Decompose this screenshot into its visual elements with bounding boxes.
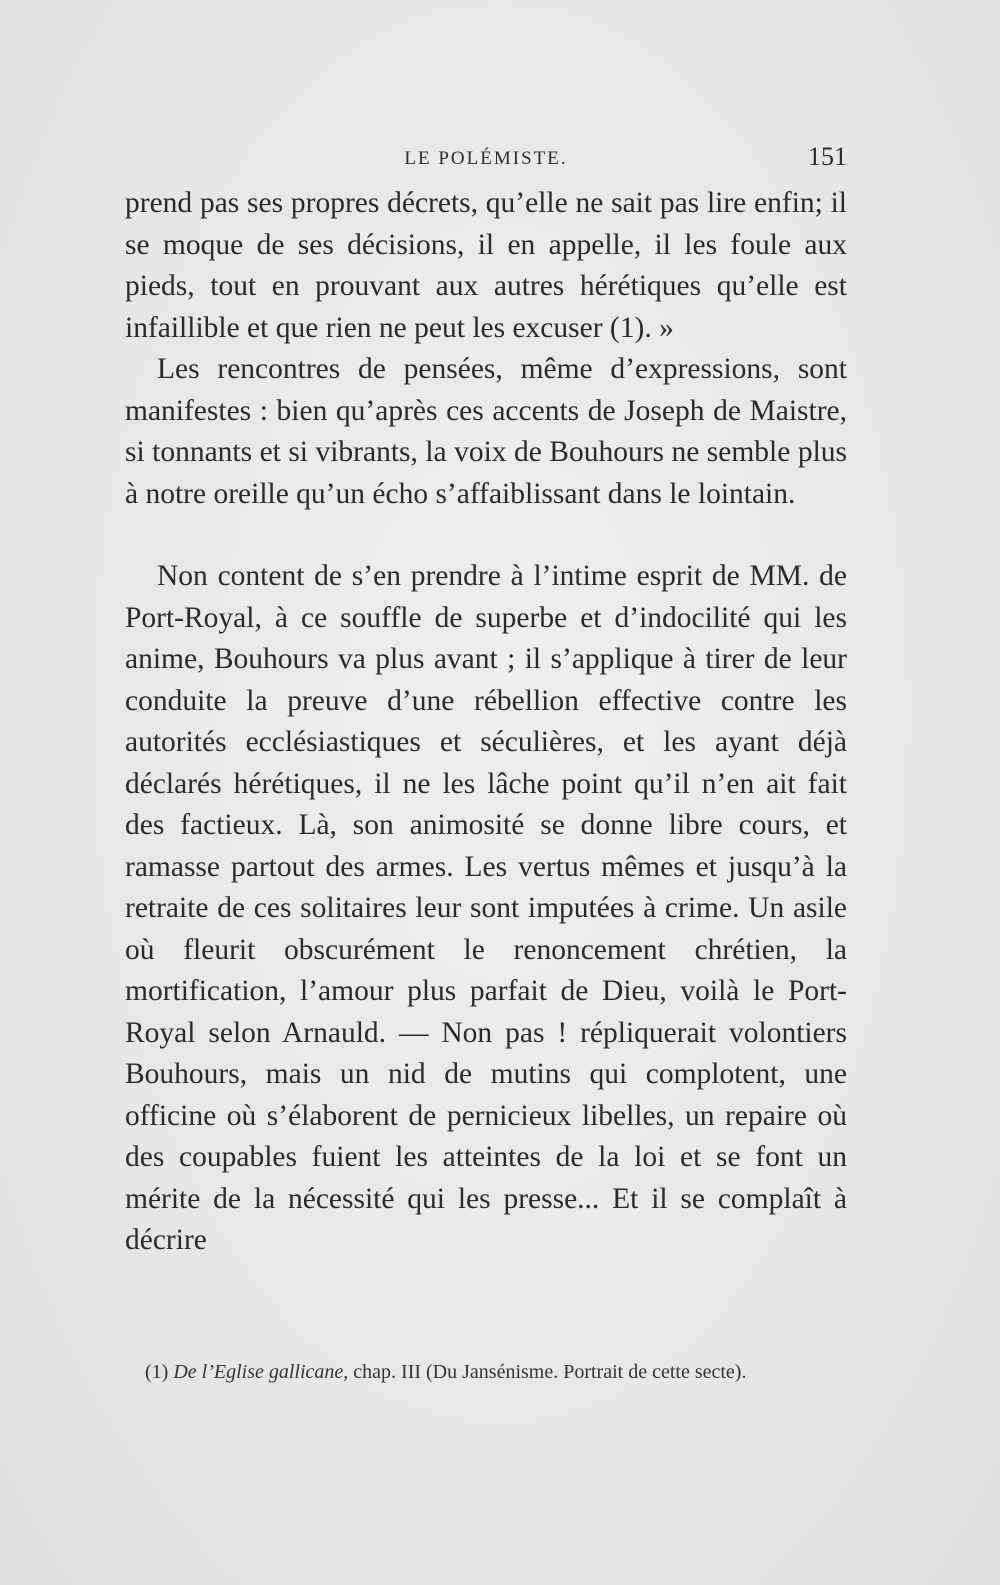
page-header	[125, 140, 847, 176]
footnote-text: chap. III (Du Jansénisme. Portrait de cette secte).	[353, 1361, 747, 1383]
paragraph-continued: prend pas ses propres décrets, qu’elle ne sait pas lire enfin; il se moque de ses décisions, il en appelle, il les foule aux pieds, tout en prouvant aux autres hérétiques qu’elle est infaillible et que rien ne peut les excuser (1). »	[125, 187, 847, 344]
paragraph: Les rencontres de pensées, même d’expressions, sont manifestes : bien qu’après ces accents de Joseph de Maistre, si tonnants et si vibrants, la voix de Bouhours ne semble plus à notre oreille qu’un écho s’affaiblissant dans le lointain.	[125, 353, 847, 510]
footnote	[125, 1360, 847, 1384]
footnote-marker: (1)	[145, 1361, 169, 1383]
section-gap	[125, 515, 847, 556]
page-number: 151	[808, 142, 847, 171]
paragraph: Non content de s’en prendre à l’intime esprit de MM. de Port-Royal, à ce souffle de superbe et d’indocilité qui les anime, Bouhours va plus avant ; il s’applique à tirer de leur conduite la preuve d’une rébellion effective contre les autorités ecclésiastiques et séculières, et les ayant déjà déclarés hérétiques, il ne les lâche point qu’il n’en ait fait des factieux. Là, son animosité se donne libre cours, et ramasse partout des armes. Les vertus mêmes et jusqu’à la retraite de ces solitaires leur sont imputées à crime. Un asile où fleurit obscurément le renoncement chrétien, la mortification, l’amour plus parfait de Dieu, voilà le Port-Royal selon Arnauld. — Non pas ! répliquerait volontiers Bouhours, mais un nid de mutins qui complotent, une officine où s’élaborent de pernicieux libelles, un repaire où des coupables fuient les atteintes de la loi et se font un mérite de la nécessité qui les presse... Et il se complaît à décrire	[125, 560, 847, 1256]
running-title: LE POLÉMISTE.	[404, 148, 568, 169]
body-text	[125, 183, 847, 1262]
footnote-title: De l’Eglise gallicane,	[173, 1361, 349, 1383]
